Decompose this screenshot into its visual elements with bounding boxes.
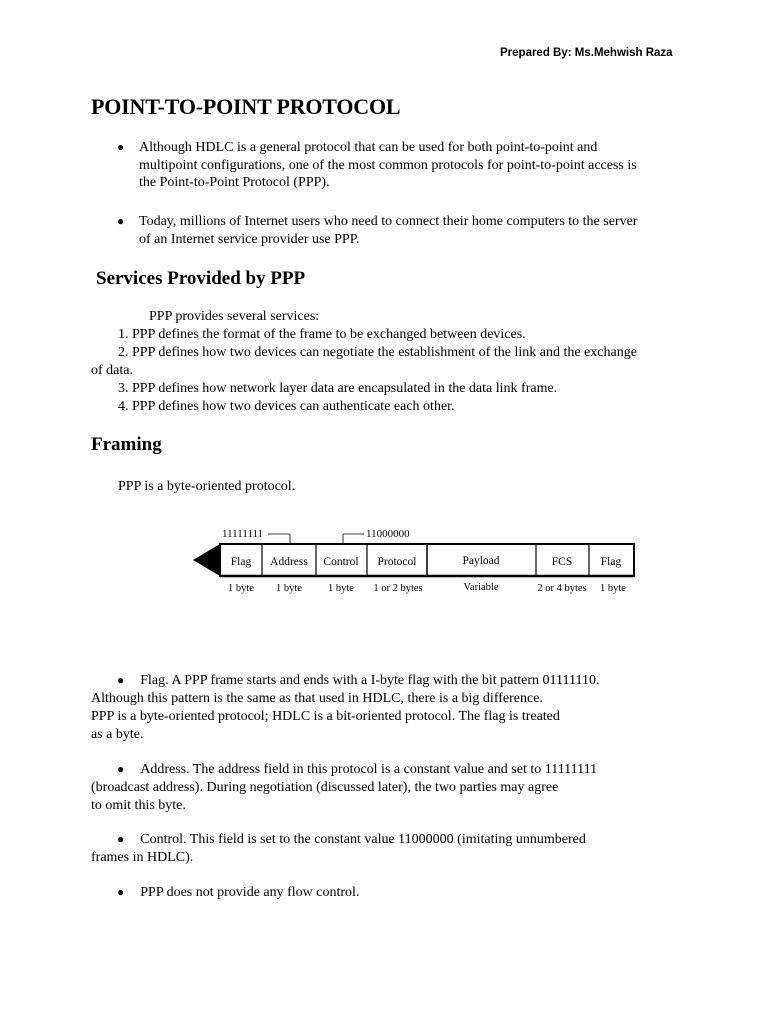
- bullet-line: Today, millions of Internet users who need to connect their home computers to the server: [139, 214, 638, 229]
- note-line: frames in HDLC).: [91, 850, 194, 865]
- note-first-line: [117, 831, 586, 849]
- note-line: to omit this byte.: [91, 798, 186, 813]
- field-name: Flag: [230, 556, 252, 568]
- services-item: 2. PPP defines how two devices can negotiate the establishment of the link and the exchange: [118, 345, 637, 360]
- note-first-line: [117, 761, 597, 779]
- field-name: Flag: [600, 556, 622, 568]
- field-name: Address: [270, 556, 308, 568]
- field-size: 1 byte: [600, 583, 626, 594]
- note-first-line: [117, 884, 359, 902]
- services-item: 4. PPP defines how two devices can authenticate each other.: [118, 399, 455, 414]
- bullet-icon: ●: [117, 214, 125, 228]
- services-item: of data.: [91, 363, 133, 378]
- field-size: 1 byte: [328, 583, 354, 594]
- prepared-by: Prepared By: Ms.Mehwish Raza: [500, 47, 673, 59]
- services-item: 1. PPP defines the format of the frame to be exchanged between devices.: [118, 327, 526, 342]
- bullet-line: multipoint configurations, one of the most common protocols for point-to-point access is: [139, 157, 637, 173]
- field-name: Protocol: [377, 556, 417, 568]
- field-size: 1 byte: [228, 583, 254, 594]
- bullet-icon: ●: [117, 832, 125, 846]
- field-size: Variable: [463, 582, 499, 593]
- field-name: Payload: [462, 555, 500, 567]
- note-line: (broadcast address). During negotiation (discussed later), the two parties may agree: [91, 780, 559, 795]
- note-line: Although this pattern is the same as that used in HDLC, there is a big difference.: [91, 691, 543, 706]
- field-size: 1 or 2 bytes: [373, 583, 423, 594]
- note-text: Control. This field is set to the constant value 11000000 (imitating unnumbered: [140, 832, 586, 847]
- bullet-icon: ●: [117, 140, 125, 154]
- note-line: as a byte.: [91, 727, 144, 742]
- arrow-head-icon: [193, 544, 220, 576]
- bullet-line: the Point-to-Point Protocol (PPP).: [139, 175, 330, 190]
- field-name: FCS: [551, 556, 573, 568]
- page-title: POINT-TO-POINT PROTOCOL: [91, 94, 401, 119]
- bullet-line: of an Internet service provider use PPP.: [139, 231, 360, 247]
- address-value-label: 11111111: [222, 528, 264, 540]
- services-intro: PPP provides several services:: [149, 309, 320, 324]
- note-text: Address. The address field in this protocol is a constant value and set to 11111111: [140, 762, 598, 777]
- field-size: 1 byte: [276, 583, 302, 594]
- control-value-label: 11000000: [366, 528, 410, 540]
- bullet-icon: ●: [117, 762, 125, 776]
- field-size: 2 or 4 bytes: [537, 583, 587, 594]
- services-heading: Services Provided by PPP: [96, 268, 306, 289]
- framing-heading: Framing: [91, 434, 162, 455]
- note-text: PPP does not provide any flow control.: [140, 885, 360, 900]
- field-name: Control: [323, 556, 359, 568]
- services-item: 3. PPP defines how network layer data are encapsulated in the data link frame.: [118, 381, 558, 396]
- bullet-line: Although HDLC is a general protocol that can be used for both point-to-point and: [139, 140, 598, 155]
- bullet-icon: ●: [117, 673, 125, 687]
- framing-intro: PPP is a byte-oriented protocol.: [118, 479, 296, 494]
- ppp-frame-diagram: [190, 522, 640, 597]
- bullet-icon: ●: [117, 885, 125, 899]
- note-first-line: [117, 672, 599, 690]
- note-line: PPP is a byte-oriented protocol; HDLC is a bit-oriented protocol. The flag is treated: [91, 709, 560, 724]
- note-text: Flag. A PPP frame starts and ends with a I-byte flag with the bit pattern 01111110.: [140, 673, 600, 688]
